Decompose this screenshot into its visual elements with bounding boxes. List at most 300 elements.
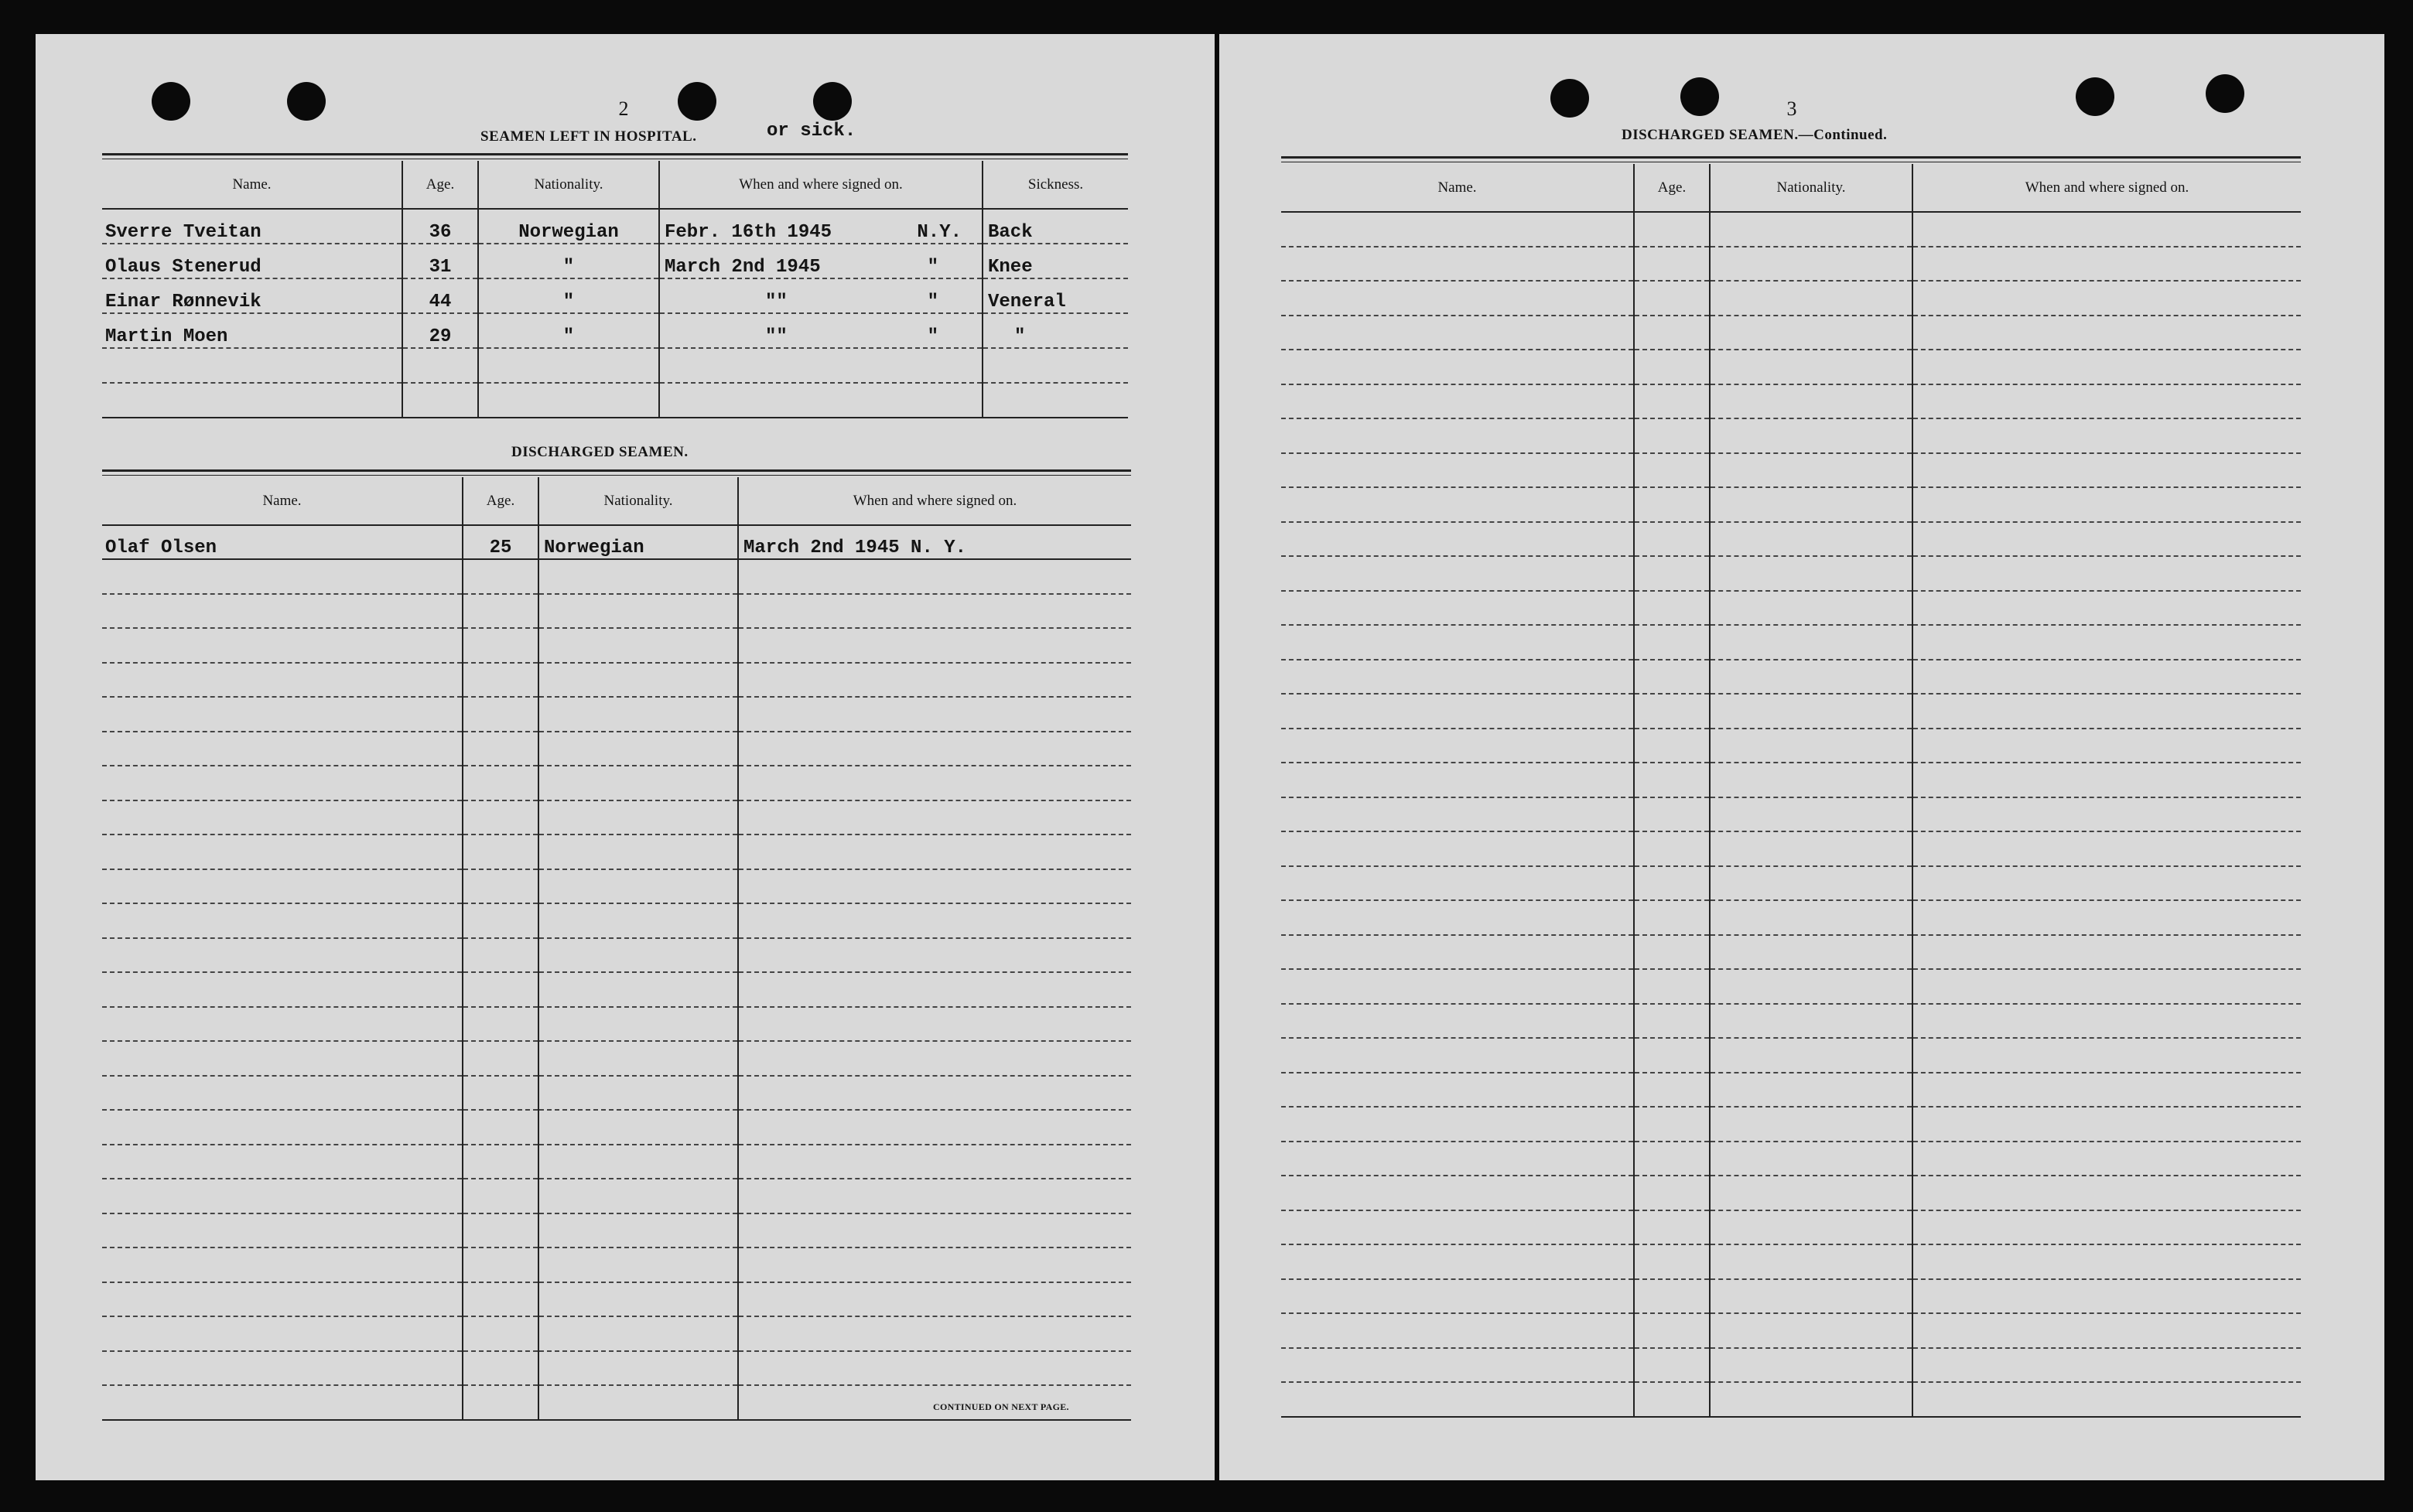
blank-cell — [1634, 1004, 1710, 1039]
blank-cell — [463, 732, 538, 766]
blank-cell — [738, 835, 1131, 869]
blank-cell — [538, 663, 738, 698]
blank-cell — [1710, 350, 1912, 384]
blank-cell — [1634, 591, 1710, 626]
blank-row — [102, 628, 1131, 663]
blank-cell — [1912, 797, 2301, 832]
blank-cell — [463, 697, 538, 732]
blank-cell — [102, 1385, 463, 1420]
blank-cell — [738, 1179, 1131, 1213]
blank-row — [1281, 694, 2301, 729]
blank-row — [102, 1145, 1131, 1179]
blank-row — [1281, 1382, 2301, 1417]
table-row — [102, 313, 1128, 348]
hospital-table — [102, 161, 1128, 418]
blank-cell — [1710, 729, 1912, 763]
blank-cell — [1710, 453, 1912, 488]
blank-row — [1281, 969, 2301, 1004]
blank-row — [1281, 281, 2301, 316]
blank-cell — [1281, 1244, 1634, 1279]
blank-cell — [1281, 1038, 1634, 1073]
blank-cell — [1634, 969, 1710, 1004]
blank-cell — [1912, 694, 2301, 729]
blank-row — [102, 732, 1131, 766]
blank-cell — [1281, 591, 1634, 626]
blank-cell — [538, 732, 738, 766]
blank-cell — [102, 1316, 463, 1351]
blank-cell — [1281, 900, 1634, 935]
blank-cell — [1634, 212, 1710, 247]
left-page — [36, 34, 1215, 1480]
blank-cell — [1634, 418, 1710, 453]
cell-signed-on — [659, 278, 983, 313]
col-header-signed-on: When and where signed on. — [738, 477, 1131, 525]
blank-cell — [1710, 935, 1912, 970]
blank-cell — [102, 903, 463, 938]
blank-cell — [538, 1179, 738, 1213]
blank-cell — [1912, 487, 2301, 522]
blank-cell — [738, 1247, 1131, 1282]
blank-row — [1281, 212, 2301, 247]
col-header-signed-on: When and where signed on. — [659, 161, 983, 209]
cell-age: 31 — [402, 244, 478, 278]
blank-cell — [463, 594, 538, 629]
blank-cell — [1912, 418, 2301, 453]
blank-row — [1281, 418, 2301, 453]
blank-row — [102, 1213, 1131, 1248]
blank-cell — [538, 869, 738, 904]
blank-cell — [1710, 660, 1912, 695]
blank-cell — [1281, 831, 1634, 866]
blank-cell — [1634, 453, 1710, 488]
blank-cell — [1912, 1107, 2301, 1142]
blank-cell — [102, 663, 463, 698]
blank-cell — [1634, 694, 1710, 729]
title-text: DISCHARGED SEAMEN. — [1622, 127, 1799, 143]
cell-sickness: " — [983, 313, 1128, 348]
blank-row — [102, 1316, 1131, 1351]
blank-cell — [1634, 350, 1710, 384]
blank-cell — [463, 1385, 538, 1420]
blank-cell — [463, 628, 538, 663]
blank-cell — [102, 1041, 463, 1076]
blank-cell — [1912, 212, 2301, 247]
table-row — [102, 383, 1128, 418]
blank-row — [1281, 1313, 2301, 1348]
punch-hole — [152, 82, 190, 121]
blank-row — [102, 697, 1131, 732]
blank-cell — [1912, 1073, 2301, 1108]
cell-signed-date: "" — [765, 326, 788, 347]
blank-cell — [1912, 316, 2301, 350]
blank-cell — [738, 1110, 1131, 1145]
cell-signed-on — [659, 244, 983, 278]
blank-row — [1281, 487, 2301, 522]
blank-cell — [1634, 1073, 1710, 1108]
blank-row — [102, 972, 1131, 1007]
blank-cell — [738, 1076, 1131, 1111]
blank-cell — [1710, 247, 1912, 282]
table-row — [102, 244, 1128, 278]
blank-cell — [1912, 625, 2301, 660]
blank-cell — [1281, 247, 1634, 282]
blank-cell — [1710, 1038, 1912, 1073]
blank-cell — [1912, 969, 2301, 1004]
blank-cell — [1912, 350, 2301, 384]
blank-cell — [1710, 1279, 1912, 1314]
blank-cell — [738, 1007, 1131, 1042]
blank-cell — [1710, 694, 1912, 729]
blank-cell — [538, 697, 738, 732]
blank-cell — [538, 559, 738, 594]
blank-cell — [463, 972, 538, 1007]
blank-row — [1281, 797, 2301, 832]
blank-cell — [1281, 763, 1634, 797]
blank-cell — [1634, 900, 1710, 935]
table-top-rule — [102, 469, 1131, 476]
blank-cell — [1634, 316, 1710, 350]
blank-cell — [1912, 831, 2301, 866]
blank-cell — [102, 1282, 463, 1317]
blank-cell — [538, 1110, 738, 1145]
blank-cell — [1710, 969, 1912, 1004]
blank-cell — [1634, 1313, 1710, 1348]
blank-cell — [102, 1351, 463, 1386]
blank-cell — [102, 869, 463, 904]
blank-cell — [1634, 935, 1710, 970]
blank-cell — [1912, 1313, 2301, 1348]
blank-cell — [1634, 1176, 1710, 1210]
blank-row — [102, 663, 1131, 698]
blank-cell — [1710, 591, 1912, 626]
blank-cell — [1634, 797, 1710, 832]
discharged-continued-title — [1622, 127, 1887, 144]
blank-cell — [1912, 384, 2301, 419]
blank-cell — [1710, 1004, 1912, 1039]
blank-cell — [1912, 866, 2301, 901]
blank-cell — [1912, 1210, 2301, 1245]
blank-cell — [1281, 1210, 1634, 1245]
cell-signed-place: " — [927, 326, 938, 347]
blank-cell — [102, 766, 463, 800]
blank-cell — [1710, 418, 1912, 453]
blank-row — [1281, 625, 2301, 660]
blank-cell — [1281, 694, 1634, 729]
blank-cell — [1710, 1176, 1912, 1210]
blank-cell — [738, 1282, 1131, 1317]
blank-cell — [1912, 591, 2301, 626]
blank-cell — [1634, 1279, 1710, 1314]
blank-cell — [538, 800, 738, 835]
table-row — [102, 278, 1128, 313]
blank-cell — [1710, 281, 1912, 316]
blank-row — [102, 1007, 1131, 1042]
blank-cell — [463, 1179, 538, 1213]
blank-cell — [1281, 1107, 1634, 1142]
blank-cell — [1912, 729, 2301, 763]
blank-row — [1281, 729, 2301, 763]
blank-cell — [463, 1041, 538, 1076]
cell-signed-place: " — [927, 257, 938, 278]
cell-signed-date: "" — [765, 292, 788, 312]
blank-cell — [1710, 522, 1912, 557]
blank-cell — [463, 903, 538, 938]
col-header-nationality: Nationality. — [478, 161, 659, 209]
blank-cell — [738, 766, 1131, 800]
blank-cell — [1710, 1073, 1912, 1108]
blank-cell — [102, 1145, 463, 1179]
blank-row — [102, 903, 1131, 938]
blank-cell — [738, 1041, 1131, 1076]
blank-cell — [738, 1316, 1131, 1351]
blank-cell — [538, 1041, 738, 1076]
blank-cell — [1281, 1176, 1634, 1210]
blank-cell — [1281, 1382, 1634, 1417]
cell-signed-place: N.Y. — [917, 222, 962, 243]
blank-cell — [463, 800, 538, 835]
blank-cell — [1281, 625, 1634, 660]
cell-sickness: Veneral — [983, 278, 1128, 313]
blank-cell — [1634, 556, 1710, 591]
cell-sickness: Back — [983, 209, 1128, 244]
blank-row — [1281, 1279, 2301, 1314]
blank-cell — [1281, 418, 1634, 453]
blank-row — [102, 835, 1131, 869]
blank-cell — [538, 628, 738, 663]
blank-row — [102, 559, 1131, 594]
right-page — [1219, 34, 2384, 1480]
blank-cell — [463, 1247, 538, 1282]
blank-cell — [538, 1247, 738, 1282]
blank-cell — [738, 628, 1131, 663]
cell-signed-on — [659, 313, 983, 348]
blank-cell — [463, 1110, 538, 1145]
blank-cell — [102, 697, 463, 732]
blank-cell — [738, 663, 1131, 698]
blank-row — [102, 1041, 1131, 1076]
cell-sickness: Knee — [983, 244, 1128, 278]
cell-age: 44 — [402, 278, 478, 313]
blank-cell — [538, 766, 738, 800]
blank-cell — [738, 732, 1131, 766]
page-number: 2 — [618, 97, 629, 120]
punch-hole — [678, 82, 716, 121]
blank-cell — [102, 628, 463, 663]
blank-row — [1281, 1176, 2301, 1210]
blank-cell — [1912, 660, 2301, 695]
blank-cell — [538, 903, 738, 938]
blank-cell — [1634, 866, 1710, 901]
blank-cell — [1281, 1313, 1634, 1348]
blank-row — [1281, 763, 2301, 797]
blank-cell — [1281, 316, 1634, 350]
blank-cell — [1281, 866, 1634, 901]
page-number: 3 — [1786, 97, 1797, 120]
blank-cell — [538, 1076, 738, 1111]
blank-cell — [538, 1145, 738, 1179]
blank-row — [1281, 1142, 2301, 1176]
blank-cell — [538, 1351, 738, 1386]
punch-hole — [287, 82, 326, 121]
blank-cell — [1281, 281, 1634, 316]
blank-cell — [1710, 1313, 1912, 1348]
blank-cell — [1634, 660, 1710, 695]
blank-cell — [1281, 556, 1634, 591]
cell-signed-place: " — [927, 292, 938, 312]
blank-cell — [463, 1213, 538, 1248]
blank-cell — [1710, 797, 1912, 832]
blank-cell — [102, 732, 463, 766]
blank-cell — [1912, 1038, 2301, 1073]
blank-row — [102, 1351, 1131, 1386]
table-row — [102, 209, 1128, 244]
blank-cell — [1710, 316, 1912, 350]
blank-cell — [463, 1007, 538, 1042]
blank-cell — [102, 1247, 463, 1282]
col-header-age: Age. — [402, 161, 478, 209]
blank-cell — [1281, 1004, 1634, 1039]
punch-hole — [1550, 79, 1589, 118]
blank-row — [1281, 350, 2301, 384]
blank-cell — [102, 938, 463, 973]
cell-name: Einar Rønnevik — [102, 278, 402, 313]
blank-cell — [1281, 935, 1634, 970]
blank-cell — [1912, 1142, 2301, 1176]
blank-cell — [102, 1110, 463, 1145]
blank-cell — [538, 938, 738, 973]
blank-row — [1281, 866, 2301, 901]
blank-cell — [538, 1007, 738, 1042]
blank-cell — [1281, 797, 1634, 832]
blank-cell — [1281, 350, 1634, 384]
blank-cell — [1281, 1073, 1634, 1108]
discharged-table — [102, 477, 1131, 1421]
blank-row — [1281, 831, 2301, 866]
blank-cell — [102, 972, 463, 1007]
blank-cell — [538, 1213, 738, 1248]
punch-hole — [2206, 74, 2244, 113]
blank-cell — [738, 594, 1131, 629]
blank-cell — [738, 1145, 1131, 1179]
discharged-section-title: DISCHARGED SEAMEN. — [511, 444, 689, 460]
punch-hole — [1680, 77, 1719, 116]
blank-cell — [738, 1351, 1131, 1386]
blank-row — [1281, 556, 2301, 591]
blank-cell — [1912, 281, 2301, 316]
blank-cell — [1281, 729, 1634, 763]
blank-cell — [1634, 487, 1710, 522]
cell-signed-date: Febr. 16th 1945 — [665, 222, 832, 243]
blank-cell — [1281, 969, 1634, 1004]
blank-row — [102, 869, 1131, 904]
cell-age: 25 — [463, 525, 538, 559]
blank-row — [1281, 1004, 2301, 1039]
blank-row — [1281, 522, 2301, 557]
col-header-nationality: Nationality. — [1710, 164, 1912, 212]
blank-row — [1281, 935, 2301, 970]
blank-cell — [738, 1213, 1131, 1248]
blank-cell — [738, 800, 1131, 835]
blank-cell — [463, 559, 538, 594]
blank-row — [102, 594, 1131, 629]
col-header-sickness: Sickness. — [983, 161, 1128, 209]
blank-cell — [1634, 1348, 1710, 1383]
blank-cell — [1634, 281, 1710, 316]
blank-cell — [1634, 247, 1710, 282]
blank-cell — [1912, 522, 2301, 557]
blank-cell — [102, 1076, 463, 1111]
blank-cell — [738, 559, 1131, 594]
blank-row — [102, 1247, 1131, 1282]
blank-cell — [538, 594, 738, 629]
blank-cell — [1281, 1279, 1634, 1314]
blank-cell — [1634, 625, 1710, 660]
blank-cell — [463, 1351, 538, 1386]
blank-cell — [1634, 831, 1710, 866]
blank-cell — [1710, 900, 1912, 935]
blank-cell — [463, 1282, 538, 1317]
blank-cell — [738, 938, 1131, 973]
blank-cell — [538, 835, 738, 869]
typed-or-sick: or sick. — [767, 121, 856, 142]
blank-cell — [463, 835, 538, 869]
punch-hole — [813, 82, 852, 121]
blank-cell — [1634, 729, 1710, 763]
blank-cell — [1281, 1142, 1634, 1176]
blank-row — [102, 938, 1131, 973]
blank-row — [1281, 384, 2301, 419]
blank-row — [1281, 1210, 2301, 1245]
blank-cell — [1710, 763, 1912, 797]
col-header-age: Age. — [463, 477, 538, 525]
table-row — [102, 525, 1131, 559]
blank-cell — [102, 559, 463, 594]
blank-row — [102, 1076, 1131, 1111]
blank-row — [1281, 316, 2301, 350]
blank-cell — [463, 869, 538, 904]
cell-name: Olaf Olsen — [102, 525, 463, 559]
continued-note: CONTINUED ON NEXT PAGE. — [933, 1401, 1069, 1412]
blank-cell — [1281, 384, 1634, 419]
blank-cell — [1710, 1244, 1912, 1279]
col-header-age: Age. — [1634, 164, 1710, 212]
blank-cell — [463, 1316, 538, 1351]
cell-signed-date: March 2nd 1945 — [665, 257, 821, 278]
blank-row — [1281, 453, 2301, 488]
cell-name: Sverre Tveitan — [102, 209, 402, 244]
blank-cell — [1281, 1348, 1634, 1383]
blank-cell — [1912, 1348, 2301, 1383]
blank-cell — [538, 1385, 738, 1420]
blank-cell — [463, 766, 538, 800]
blank-cell — [738, 972, 1131, 1007]
table-top-rule — [1281, 156, 2301, 162]
cell-nationality: " — [478, 278, 659, 313]
blank-cell — [1634, 1038, 1710, 1073]
blank-cell — [102, 1213, 463, 1248]
blank-cell — [102, 1179, 463, 1213]
blank-cell — [1912, 1279, 2301, 1314]
blank-row — [1281, 1073, 2301, 1108]
blank-row — [1281, 1107, 2301, 1142]
blank-cell — [738, 697, 1131, 732]
blank-cell — [1710, 866, 1912, 901]
blank-cell — [1634, 522, 1710, 557]
blank-cell — [1912, 900, 2301, 935]
blank-row — [102, 766, 1131, 800]
blank-cell — [1281, 487, 1634, 522]
blank-cell — [1710, 625, 1912, 660]
